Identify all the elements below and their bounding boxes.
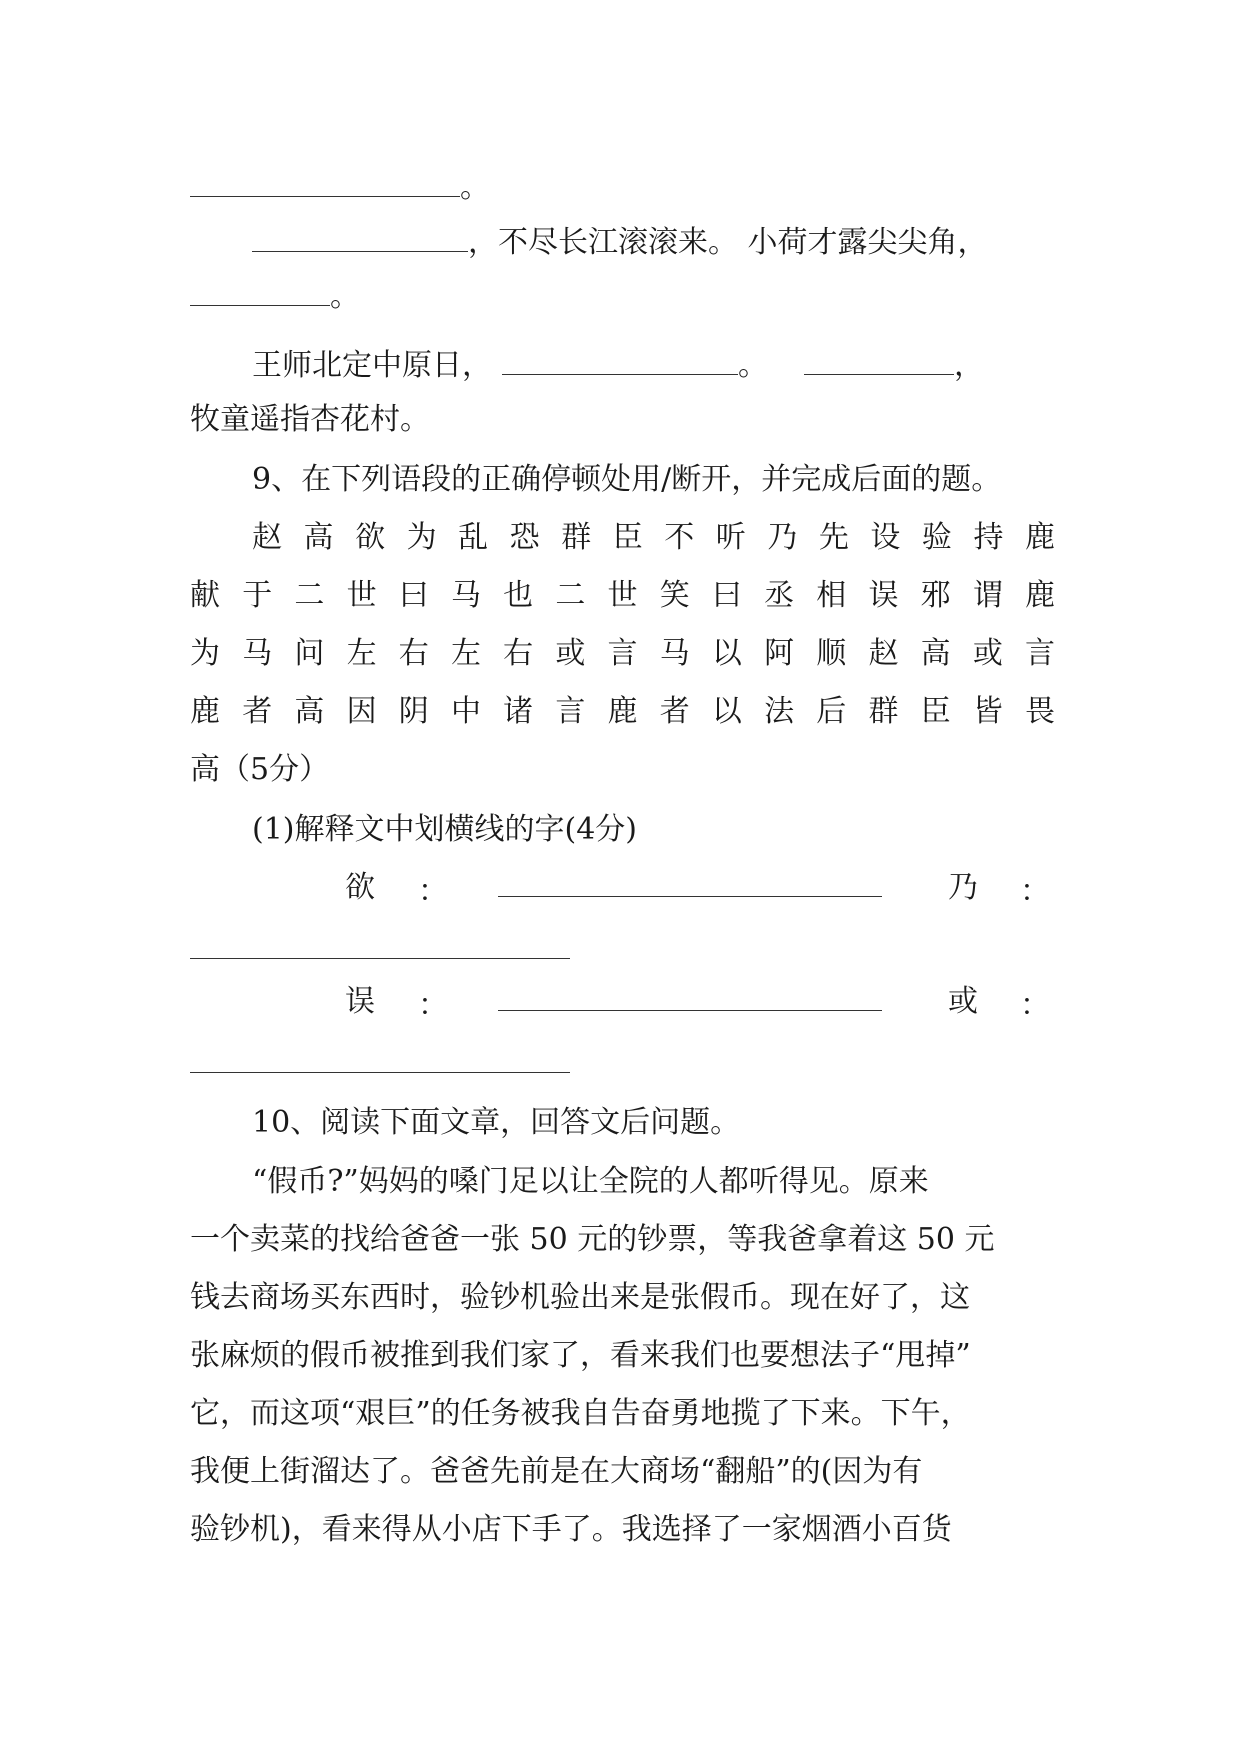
passage-char: 高 xyxy=(303,520,334,555)
passage-char: 马 xyxy=(242,636,273,671)
poem-line-4 xyxy=(252,336,1055,396)
passage-char: 相 xyxy=(816,578,847,613)
passage-char: 以 xyxy=(711,636,742,671)
colon: ： xyxy=(418,874,448,909)
passage-char: 者 xyxy=(659,694,690,729)
fill-blank[interactable] xyxy=(252,217,468,252)
word-yu: 欲 xyxy=(345,870,375,905)
paragraph-line: 它，而这项“艰巨”的任务被我自告奋勇地揽了下来。下午， xyxy=(190,1396,971,1431)
passage-char: 左 xyxy=(450,636,481,671)
passage-char: 曰 xyxy=(398,578,429,613)
passage-char: 于 xyxy=(242,578,273,613)
poem-line-3 xyxy=(190,267,1055,327)
poem-line-2 xyxy=(252,213,1055,273)
paragraph-line: 我便上街溜达了。爸爸先前是在大商场“翻船”的(因为有 xyxy=(190,1454,923,1489)
passage-char: 言 xyxy=(1025,636,1055,671)
passage-char: 阴 xyxy=(398,694,429,729)
passage-char: 先 xyxy=(818,520,849,555)
passage-char: 鹿 xyxy=(1024,520,1055,555)
passage-char: 二 xyxy=(555,578,586,613)
passage-char: 丞 xyxy=(764,578,795,613)
colon: ： xyxy=(1020,988,1050,1023)
passage-char: 二 xyxy=(294,578,325,613)
passage-char: 言 xyxy=(555,694,586,729)
poem-line-4-end: ， xyxy=(954,348,984,383)
passage-char: 右 xyxy=(398,636,429,671)
passage-char: 臣 xyxy=(920,694,951,729)
passage-char: 马 xyxy=(659,636,690,671)
passage-char: 皆 xyxy=(972,694,1003,729)
answer-blank-nai[interactable] xyxy=(190,924,570,959)
passage-char: 诸 xyxy=(503,694,534,729)
passage-char: 为 xyxy=(406,520,437,555)
passage-char: 曰 xyxy=(711,578,742,613)
fill-blank[interactable] xyxy=(502,340,738,375)
question-9-sub-1: (1)解释文中划横线的字(4分) xyxy=(252,812,637,847)
passage-char: 为 xyxy=(190,636,220,671)
passage-char: 马 xyxy=(450,578,481,613)
colon: ： xyxy=(418,988,448,1023)
passage-row-2 xyxy=(190,566,1055,626)
answer-blank-yu[interactable] xyxy=(498,862,882,897)
colon: ： xyxy=(1020,874,1050,909)
passage-char: 误 xyxy=(868,578,899,613)
passage-char: 中 xyxy=(450,694,481,729)
passage-last-line: 高（5分） xyxy=(190,752,330,787)
passage-char: 恐 xyxy=(509,520,540,555)
passage-char: 因 xyxy=(346,694,377,729)
passage-char: 世 xyxy=(607,578,638,613)
passage-char: 欲 xyxy=(355,520,386,555)
passage-char: 问 xyxy=(294,636,325,671)
passage-row-4 xyxy=(190,682,1055,742)
word-wu: 误 xyxy=(345,984,375,1019)
word-nai: 乃 xyxy=(948,870,978,905)
passage-char: 持 xyxy=(973,520,1004,555)
passage-char: 左 xyxy=(346,636,377,671)
passage-char: 畏 xyxy=(1025,694,1055,729)
passage-char: 也 xyxy=(503,578,534,613)
passage-char: 赵 xyxy=(252,520,282,555)
fill-blank[interactable] xyxy=(190,162,460,197)
passage-char: 后 xyxy=(816,694,847,729)
passage-row-3 xyxy=(190,624,1055,684)
passage-char: 乃 xyxy=(767,520,798,555)
answer-blank-huo[interactable] xyxy=(190,1038,570,1073)
passage-char: 右 xyxy=(503,636,534,671)
poem-line-3-end: 。 xyxy=(330,279,360,314)
passage-char: 世 xyxy=(346,578,377,613)
passage-row-1 xyxy=(252,508,1055,568)
passage-char: 鹿 xyxy=(190,694,220,729)
poem-line-4-start: 王师北定中原日， xyxy=(252,348,492,383)
passage-char: 献 xyxy=(190,578,220,613)
passage-char: 臣 xyxy=(612,520,643,555)
passage-char: 法 xyxy=(764,694,795,729)
poem-line-2-text: ，不尽长江滚滚来。 小荷才露尖尖角， xyxy=(468,225,988,260)
passage-char: 乱 xyxy=(458,520,489,555)
passage-char: 听 xyxy=(715,520,746,555)
passage-char: 以 xyxy=(711,694,742,729)
answer-blank-wu[interactable] xyxy=(498,976,882,1011)
paragraph-line: 验钞机)，看来得从小店下手了。我选择了一家烟酒小百货 xyxy=(190,1512,952,1547)
poem-line-5: 牧童遥指杏花村。 xyxy=(190,402,430,437)
fill-blank[interactable] xyxy=(190,271,330,306)
passage-char: 笑 xyxy=(659,578,690,613)
word-huo: 或 xyxy=(948,984,978,1019)
passage-char: 或 xyxy=(555,636,586,671)
passage-char: 群 xyxy=(561,520,592,555)
paragraph-line: 一个卖菜的找给爸爸一张 50 元的钞票，等我爸拿着这 50 元 xyxy=(190,1222,995,1257)
passage-char: 顺 xyxy=(816,636,847,671)
passage-char: 鹿 xyxy=(1025,578,1055,613)
question-9-title: 9、在下列语段的正确停顿处用/断开，并完成后面的题。 xyxy=(252,462,1002,497)
passage-char: 高 xyxy=(920,636,951,671)
passage-char: 不 xyxy=(664,520,695,555)
passage-char: 阿 xyxy=(764,636,795,671)
paragraph-line: 张麻烦的假币被推到我们家了，看来我们也要想法子“甩掉” xyxy=(190,1338,971,1373)
passage-char: 赵 xyxy=(868,636,899,671)
fill-blank[interactable] xyxy=(804,340,954,375)
passage-char: 或 xyxy=(972,636,1003,671)
passage-char: 鹿 xyxy=(607,694,638,729)
passage-char: 验 xyxy=(921,520,952,555)
passage-char: 言 xyxy=(607,636,638,671)
paragraph-line: “假币?”妈妈的嗓门足以让全院的人都听得见。原来 xyxy=(252,1164,929,1199)
poem-line-1-end: 。 xyxy=(460,170,490,205)
passage-char: 者 xyxy=(242,694,273,729)
passage-char: 高 xyxy=(294,694,325,729)
poem-line-4-mid: 。 xyxy=(738,348,768,383)
passage-char: 谓 xyxy=(972,578,1003,613)
poem-line-1 xyxy=(190,158,1055,218)
question-10-title: 10、阅读下面文章，回答文后问题。 xyxy=(252,1105,741,1140)
paragraph-line: 钱去商场买东西时，验钞机验出来是张假币。现在好了，这 xyxy=(190,1280,970,1315)
passage-char: 群 xyxy=(868,694,899,729)
passage-char: 设 xyxy=(870,520,901,555)
passage-char: 邪 xyxy=(920,578,951,613)
